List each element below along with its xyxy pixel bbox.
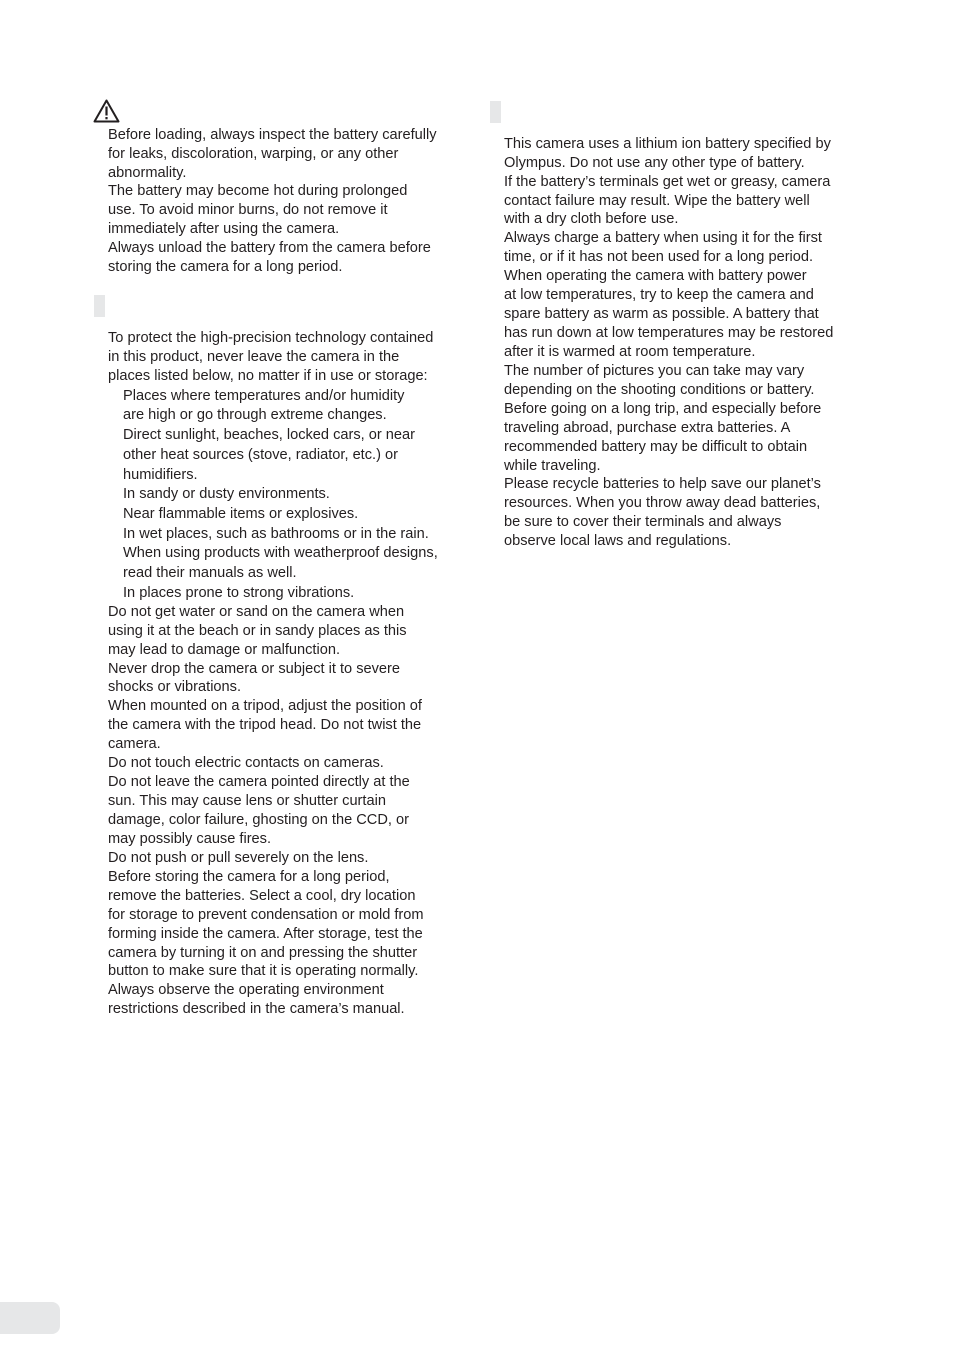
- place-line: humidifiers.: [123, 467, 198, 483]
- environment-line: the camera with the tripod head. Do not twist the: [108, 717, 422, 733]
- page-number-tab: [0, 1302, 60, 1334]
- warning-triangle-icon: [93, 99, 120, 123]
- environment-intro-line: places listed below, no matter if in use or storage:: [108, 368, 428, 384]
- battery-line: Olympus. Do not use any other type of battery.: [504, 155, 805, 171]
- place-line: read their manuals as well.: [123, 565, 297, 581]
- section-marker-environment: [94, 295, 105, 317]
- warning-line: use. To avoid minor burns, do not remove it: [108, 202, 388, 218]
- place-line: In places prone to strong vibrations.: [123, 585, 355, 601]
- warning-line: Before loading, always inspect the battery carefully: [108, 127, 437, 143]
- environment-line: Always observe the operating environment: [108, 982, 384, 998]
- place-line: In wet places, such as bathrooms or in the rain.: [123, 526, 429, 542]
- battery-line: Before going on a long trip, and especially before: [504, 401, 822, 417]
- battery-line: has run down at low temperatures may be restored: [504, 325, 834, 341]
- environment-line: Never drop the camera or subject it to severe: [108, 661, 401, 677]
- warning-line: The battery may become hot during prolonged: [108, 183, 408, 199]
- battery-line: depending on the shooting conditions or battery.: [504, 382, 815, 398]
- environment-line: camera.: [108, 736, 161, 752]
- environment-line: for storage to prevent condensation or mold from: [108, 907, 424, 923]
- environment-line: When mounted on a tripod, adjust the position of: [108, 698, 422, 714]
- warning-line: storing the camera for a long period.: [108, 259, 343, 275]
- environment-intro-line: in this product, never leave the camera in the: [108, 349, 400, 365]
- battery-line: The number of pictures you can take may vary: [504, 363, 805, 379]
- environment-line: Do not push or pull severely on the lens.: [108, 850, 369, 866]
- battery-line: spare battery as warm as possible. A battery that: [504, 306, 819, 322]
- battery-line: If the battery’s terminals get wet or greasy, camera: [504, 174, 831, 190]
- battery-line: traveling abroad, purchase extra batteries. A: [504, 420, 791, 436]
- place-line: Places where temperatures and/or humidity: [123, 388, 405, 404]
- battery-line: with a dry cloth before use.: [504, 211, 679, 227]
- environment-line: sun. This may cause lens or shutter curtain: [108, 793, 386, 809]
- place-line: When using products with weatherproof designs,: [123, 545, 438, 561]
- environment-intro-line: To protect the high-precision technology contained: [108, 330, 434, 346]
- environment-line: shocks or vibrations.: [108, 679, 242, 695]
- environment-line: Do not leave the camera pointed directly at the: [108, 774, 410, 790]
- warning-line: abnormality.: [108, 165, 187, 181]
- battery-line: while traveling.: [504, 458, 601, 474]
- environment-line: camera by turning it on and pressing the shutter: [108, 945, 418, 961]
- environment-line: Do not get water or sand on the camera when: [108, 604, 405, 620]
- place-line: are high or go through extreme changes.: [123, 407, 387, 423]
- battery-line: recommended battery may be difficult to obtain: [504, 439, 808, 455]
- battery-line: be sure to cover their terminals and always: [504, 514, 782, 530]
- environment-line: forming inside the camera. After storage, test the: [108, 926, 423, 942]
- battery-line: resources. When you throw away dead batteries,: [504, 495, 821, 511]
- environment-line: remove the batteries. Select a cool, dry location: [108, 888, 416, 904]
- battery-line: at low temperatures, try to keep the camera and: [504, 287, 814, 303]
- battery-line: Please recycle batteries to help save our planet’s: [504, 476, 821, 492]
- environment-line: Do not touch electric contacts on cameras.: [108, 755, 384, 771]
- environment-line: may lead to damage or malfunction.: [108, 642, 341, 658]
- battery-line: When operating the camera with battery power: [504, 268, 807, 284]
- place-line: Direct sunlight, beaches, locked cars, or near: [123, 427, 416, 443]
- place-line: other heat sources (stove, radiator, etc.) or: [123, 447, 398, 463]
- environment-line: may possibly cause fires.: [108, 831, 272, 847]
- warning-line: for leaks, discoloration, warping, or any other: [108, 146, 399, 162]
- battery-line: observe local laws and regulations.: [504, 533, 732, 549]
- battery-line: time, or if it has not been used for a long period.: [504, 249, 814, 265]
- environment-line: using it at the beach or in sandy places as this: [108, 623, 407, 639]
- warning-line: Always unload the battery from the camera before: [108, 240, 431, 256]
- battery-line: Always charge a battery when using it for the first: [504, 230, 822, 246]
- environment-line: restrictions described in the camera’s manual.: [108, 1001, 405, 1017]
- environment-line: damage, color failure, ghosting on the CCD, or: [108, 812, 409, 828]
- environment-line: Before storing the camera for a long period,: [108, 869, 390, 885]
- battery-line: contact failure may result. Wipe the battery well: [504, 193, 810, 209]
- battery-line: after it is warmed at room temperature.: [504, 344, 756, 360]
- section-marker-battery: [490, 101, 501, 123]
- environment-line: button to make sure that it is operating normally.: [108, 963, 419, 979]
- battery-line: This camera uses a lithium ion battery specified by: [504, 136, 831, 152]
- place-line: Near flammable items or explosives.: [123, 506, 359, 522]
- place-line: In sandy or dusty environments.: [123, 486, 330, 502]
- warning-line: immediately after using the camera.: [108, 221, 340, 237]
